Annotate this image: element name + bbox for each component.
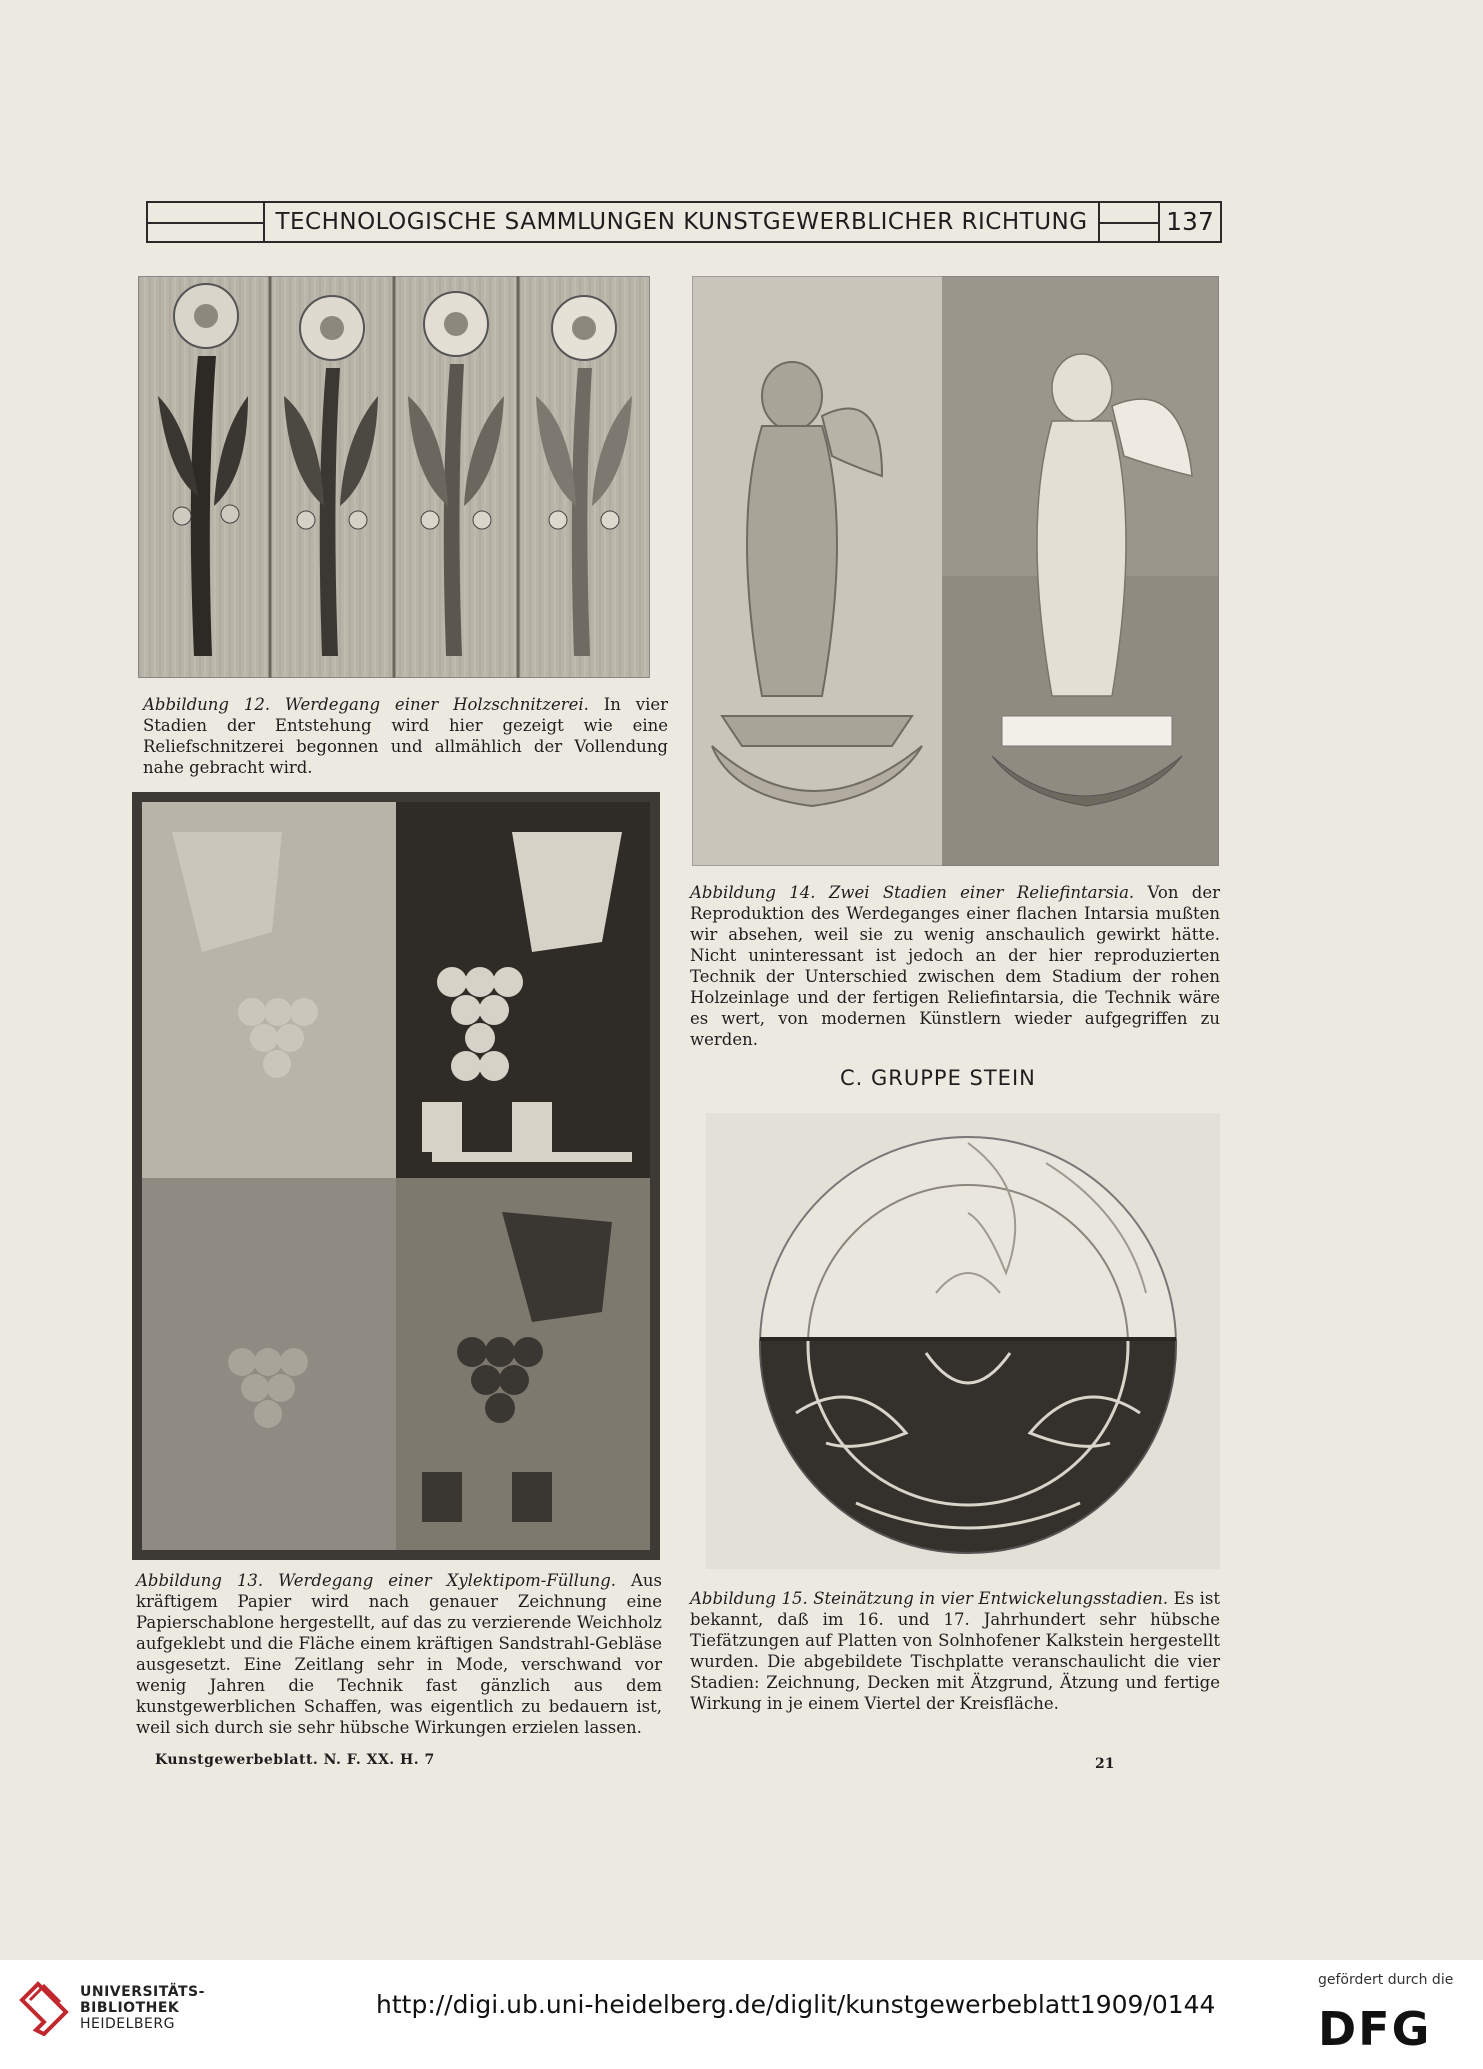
figure-12-caption	[143, 694, 668, 778]
library-name-line1: UNIVERSITÄTS-	[80, 1984, 205, 2000]
header-rule-left	[148, 203, 265, 241]
section-title: C. GRUPPE STEIN	[840, 1066, 1036, 1090]
digitization-strip	[0, 1960, 1483, 2069]
document-url-link[interactable]: http://digi.ub.uni-heidelberg.de/diglit/kunstgewerbeblatt1909/0144	[376, 1990, 1216, 2019]
figure-15-stone-etching	[706, 1113, 1220, 1569]
figure-14-caption	[690, 882, 1220, 1050]
funding-label: gefördert durch die	[1318, 1972, 1454, 1988]
running-header	[146, 201, 1222, 243]
library-name	[80, 1984, 205, 2032]
sheet-number: 21	[1095, 1756, 1115, 1772]
figure-15-caption-head: Abbildung 15. Steinätzung in vier Entwickelungsstadien.	[690, 1589, 1169, 1608]
figure-12-wood-carving	[138, 276, 650, 678]
library-name-line2: BIBLIOTHEK	[80, 2000, 180, 2016]
xylektipom-panel-image	[132, 792, 660, 1560]
figure-15-caption-body: Es ist bekannt, daß im 16. und 17. Jahrhundert sehr hübsche Tiefätzungen auf Platten von Solnhofener Kalkstein hergestellt wurden. Die abgebildete Tischplatte veranschaulicht die vier Stadien: Zeichnung, Decken mit Ätzgrund, Ätzung und fertige Wirkung in je einem Viertel der Kreisfläche.	[690, 1589, 1220, 1713]
figure-14-relief-intarsia	[692, 276, 1219, 866]
header-title: TECHNOLOGISCHE SAMMLUNGEN KUNSTGEWERBLICHER RICHTUNG	[265, 203, 1100, 241]
journal-signature: Kunstgewerbeblatt. N. F. XX. H. 7	[155, 1752, 435, 1768]
figure-12-caption-head: Abbildung 12. Werdegang einer Holzschnitzerei.	[143, 695, 589, 714]
dfg-logo: DFG	[1318, 2002, 1432, 2056]
figure-13-caption-body: Aus kräftigem Papier wird nach genauer Zeichnung eine Papierschablone hergestellt, auf das zu verzierende Weichholz aufgeklebt und die Fläche einem kräftigen Sandstrahl-Gebläse ausgesetzt. Eine Zeitlang sehr in Mode, verschwand vor wenig Jahren die Technik fast gänzlich aus dem kunstgewerblichen Schaffen, was eigentlich zu bedauern ist, weil sich durch sie sehr hübsche Wirkungen erzielen lassen.	[136, 1571, 662, 1737]
stone-etching-image	[706, 1113, 1220, 1569]
library-name-line3: HEIDELBERG	[80, 2016, 175, 2032]
relief-intarsia-image	[692, 276, 1219, 866]
library-logo-icon	[18, 1980, 70, 2036]
figure-15-caption	[690, 1588, 1220, 1714]
figure-12-caption-body: In vier Stadien der Entstehung wird hier gezeigt wie eine Reliefschnitzerei begonnen und allmählich der Vollendung nahe gebracht wird.	[143, 695, 669, 777]
figure-13-caption-head: Abbildung 13. Werdegang einer Xylektipom-Füllung.	[136, 1571, 617, 1590]
wood-carving-image	[138, 276, 650, 678]
figure-13-caption	[136, 1570, 662, 1738]
page-number: 137	[1166, 207, 1214, 236]
header-rule-right	[1100, 203, 1160, 241]
figure-14-caption-head: Abbildung 14. Zwei Stadien einer Reliefintarsia.	[690, 883, 1135, 902]
figure-13-xylektipom-panel	[132, 792, 660, 1560]
figure-14-caption-body: Von der Reproduktion des Werdeganges einer flachen Intarsia mußten wir absehen, weil sie zu wenig anschaulich gewirkt hätte. Nicht uninteressant ist jedoch an der hier reproduzierten Technik der Unterschied zwischen dem Stadium der rohen Holzeinlage und der fertigen Reliefintarsia, die Technik wäre es wert, von modernen Künstlern wieder aufgegriffen zu werden.	[690, 883, 1221, 1049]
